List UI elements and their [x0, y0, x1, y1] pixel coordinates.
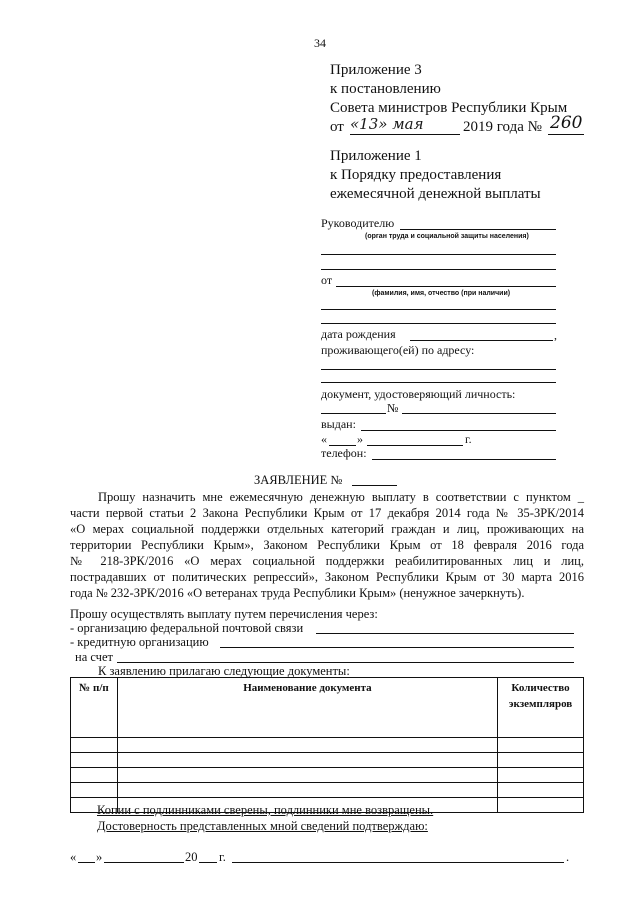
- appendix3-line1: Приложение 3: [330, 62, 422, 78]
- sign-month-line: [104, 862, 184, 863]
- table-row: [71, 753, 584, 768]
- birth-line: [410, 340, 553, 341]
- appendix3-date-mid: 2019 года №: [463, 119, 542, 135]
- issued-line: [361, 430, 556, 431]
- head-line-3: [321, 269, 556, 270]
- statement-line-5: № 218-ЗРК/2016 «О мерах социальной поддержки реабилитированных лиц и лиц,: [70, 554, 584, 568]
- appendix1-line1: Приложение 1: [330, 148, 422, 164]
- statement-line-1: Прошу назначить мне ежемесячную денежную выплату в соответствии с пунктом _: [98, 490, 584, 504]
- address-label: проживающего(ей) по адресу:: [321, 343, 475, 357]
- sign-year-suffix: г.: [219, 850, 226, 864]
- table-row: [71, 768, 584, 783]
- sign-date-open: «: [70, 850, 77, 864]
- header-number: № п/п: [71, 678, 118, 738]
- table-header-row: [71, 678, 584, 738]
- table-row: [71, 738, 584, 753]
- credit-line: [220, 647, 574, 648]
- documents-table: [70, 677, 584, 813]
- header-quantity: Количество экземпляров: [498, 678, 584, 738]
- from-line-2: [321, 309, 556, 310]
- confirm-statement: Достоверность представленных мной сведений подтверждаю:: [97, 819, 428, 833]
- date-underline: [350, 134, 460, 135]
- issued-date-close: »: [357, 432, 363, 446]
- appendix1-line3: ежемесячной денежной выплаты: [330, 186, 541, 202]
- doc-series-line: [321, 413, 386, 414]
- issued-label: выдан:: [321, 417, 356, 431]
- issued-year-suffix: г.: [465, 432, 472, 446]
- table-row: [71, 783, 584, 798]
- appendix1-line2: к Порядку предоставления: [330, 167, 502, 183]
- statement-line-2: части первой статьи 2 Закона Республики Крым от 17 декабря 2014 года № 35-ЗРК/2014: [70, 506, 584, 520]
- doc-number-line: [402, 413, 556, 414]
- signature-end: .: [566, 850, 570, 864]
- sign-year-line: [199, 862, 217, 863]
- signature-line: [232, 862, 564, 863]
- sign-date-close: »: [96, 850, 103, 864]
- head-label: Руководителю: [321, 216, 395, 230]
- issued-date-open: «: [321, 432, 327, 446]
- sign-year-prefix: 20: [185, 850, 198, 864]
- attach-intro: К заявлению прилагаю следующие документы:: [98, 664, 350, 678]
- from-line: [336, 286, 556, 287]
- appendix3-date-prefix: от: [330, 119, 344, 135]
- copies-verified: Копии с подлинниками сверены, подлинники мне возвращены.: [97, 803, 434, 817]
- appendix3-date-handwritten: «13» мая: [350, 115, 424, 133]
- doc-number-sign: №: [387, 401, 399, 415]
- number-underline: [548, 134, 584, 135]
- address-line-1: [321, 369, 556, 370]
- phone-line: [372, 459, 556, 460]
- statement-line-4: территории Республики Крым», Законом Республики Крым от 18 февраля 2016 года: [70, 538, 584, 552]
- doc-label: документ, удостоверяющий личность:: [321, 387, 516, 401]
- header-document-name: Наименование документа: [117, 678, 497, 738]
- head-line: [400, 229, 556, 230]
- from-label: от: [321, 273, 333, 287]
- birth-label: дата рождения: [321, 327, 396, 341]
- head-line-2: [321, 254, 556, 255]
- appendix3-line2: к постановлению: [330, 81, 441, 97]
- option-post: - организацию федеральной почтовой связи: [70, 621, 304, 635]
- statement-line-6: пострадавших от политических репрессий», Законом Республики Крым от 30 марта 2016: [70, 570, 584, 584]
- statement-title: ЗАЯВЛЕНИЕ №: [254, 473, 343, 487]
- appendix3-number-handwritten: 260: [550, 113, 583, 133]
- sign-day-line: [78, 862, 95, 863]
- phone-label: телефон:: [321, 446, 367, 460]
- payment-intro: Прошу осуществлять выплату путем перечисления через:: [70, 607, 378, 621]
- post-line: [316, 633, 574, 634]
- statement-line-7: года № 232-ЗРК/2016 «О ветеранах труда Республики Крым» (ненужное зачеркнуть).: [70, 586, 525, 600]
- address-line-2: [321, 382, 556, 383]
- option-credit: - кредитную организацию: [70, 635, 209, 649]
- from-caption: (фамилия, имя, отчество (при наличии): [372, 290, 511, 297]
- appendix3-line3: Совета министров Республики Крым: [330, 100, 568, 116]
- issued-month-line: [367, 445, 463, 446]
- birth-comma: ,: [554, 328, 557, 342]
- statement-line-3: «О мерах социальной поддержки отдельных категорий граждан и лиц, проживающих на: [70, 522, 584, 536]
- account-label: на счет: [75, 650, 113, 664]
- page-number: 34: [314, 36, 326, 50]
- statement-number-line: [352, 485, 397, 486]
- from-line-3: [321, 323, 556, 324]
- head-caption: (орган труда и социальной защиты населения): [365, 233, 529, 240]
